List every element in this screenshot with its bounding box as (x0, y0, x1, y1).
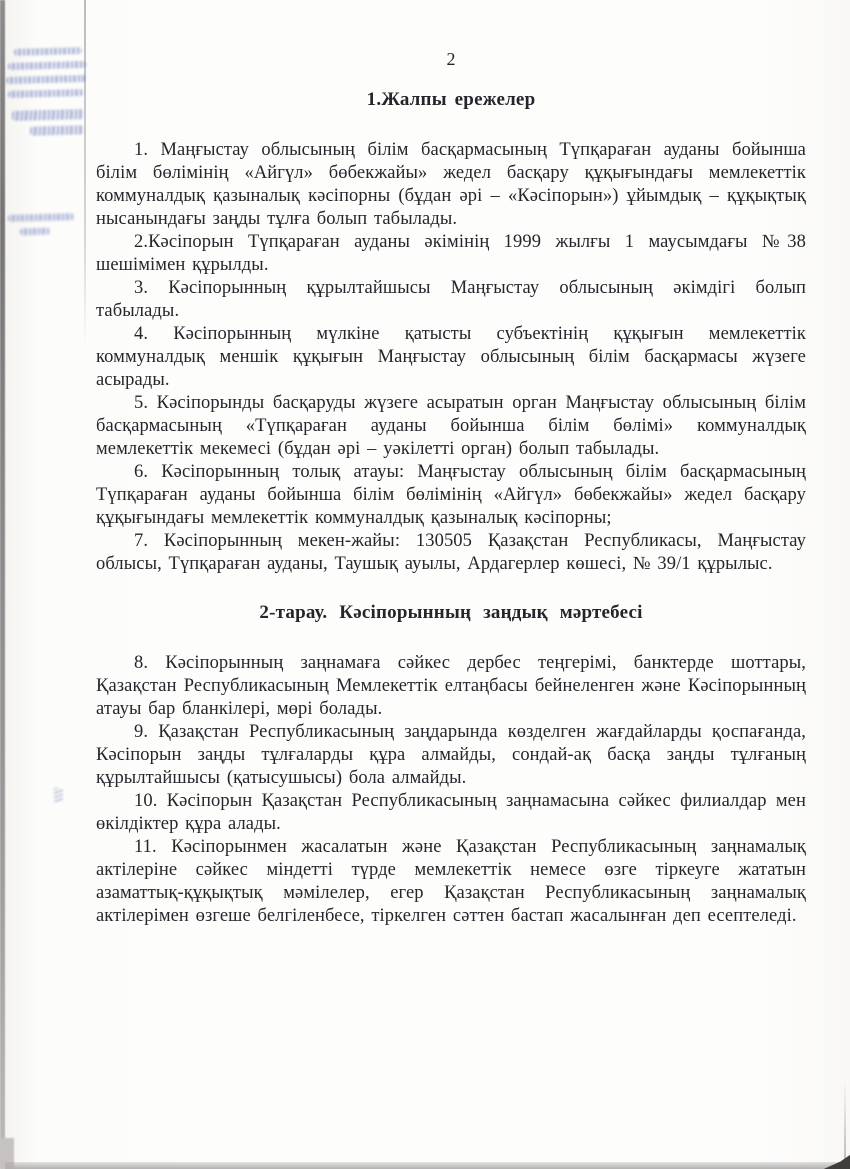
clause-1: 1. Маңғыстау облысының білім басқармасының Түпқараған ауданы бойынша білім бөлімінің «Айгүл» бөбекжайы» жедел басқару құқығындағы мемлекеттік коммуналдық қазыналық кәсіпорны (бұдан әрі – «Кәсіпорын») ұйымдық – құқықтық нысанындағы заңды тұлға болып табылады. (96, 140, 806, 229)
ink-mark-artifact (54, 788, 63, 802)
scan-edge-right-line (844, 1080, 846, 1169)
handwriting-bleedthrough (4, 42, 90, 192)
clause-9: 9. Қазақстан Республикасының заңдарында көзделген жағдайларды қоспағанда, Кәсіпорын заңды тұлғаларды құра алмайды, сондай-ақ басқа заңды тұлғаның құрылтайшысы (қатысушысы) бола алмайды. (96, 722, 806, 788)
section-1-heading: 1.Жалпы ережелер (366, 89, 536, 110)
clause-2: 2.Кәсіпорын Түпқараған ауданы әкімінің 1999 жылғы 1 маусымдағы №38 шешімімен құрылды. (96, 232, 806, 275)
page-number: 2 (446, 49, 456, 69)
scan-edge-bottom (5, 1162, 850, 1169)
clause-6: 6. Кәсіпорынның толық атауы: Маңғыстау облысының білім басқармасының Түпқараған ауданы бойынша білім бөлімінің «Айгүл» бөбекжайы» жедел басқару құқығындағы мемлекеттік коммуналдық қазыналық кәсіпорны; (96, 462, 806, 528)
clause-3: 3. Кәсіпорынның құрылтайшысы Маңғыстау облысының әкімдігі болып табылады. (96, 278, 806, 321)
clause-7: 7. Кәсіпорынның мекен-жайы: 130505 Қазақстан Республикасы, Маңғыстау облысы, Түпқараған ауданы, Таушық ауылы, Ардагерлер көшесі, № 39/1 құрылыс. (96, 531, 806, 574)
clause-4: 4. Кәсіпорынның мүлкіне қатысты субъектінің құқығын мемлекеттік коммуналдық меншік құқығын Маңғыстау облысының білім басқармасы жүзеге асырады. (96, 324, 806, 390)
clause-10: 10. Кәсіпорын Қазақстан Республикасының заңнамасына сәйкес филиалдар мен өкілдіктер құра алады. (96, 791, 806, 834)
section-2-paragraphs (96, 652, 806, 928)
section-2-heading: 2-тарау. Кәсіпорынның заңдық мәртебесі (259, 602, 643, 623)
handwriting-bleedthrough-extra (4, 212, 90, 252)
clause-11: 11. Кәсіпорынмен жасалатын және Қазақстан Республикасының заңнамалық актілеріне сәйкес міндетті түрде мемлекеттік немесе өзге тіркеуге жататын азаматтық-құқықтық мәмілелер, егер Қазақстан Республикасының заңнамалық актілерімен өзгеше белгіленбесе, тіркелген сәттен бастап жасалынған деп есептеледі. (96, 837, 806, 926)
document-content (96, 0, 806, 928)
section-1-paragraphs (96, 139, 806, 576)
clause-5: 5. Кәсіпорынды басқаруды жүзеге асыратын орган Маңғыстау облысының білім басқармасының «Түпқараған ауданы бойынша білім бөлімі» коммуналдық мемлекеттік мекемесі (бұдан әрі – уәкілетті орган) болып табылады. (96, 393, 806, 459)
clause-8: 8. Кәсіпорынның заңнамаға сәйкес дербес теңгерімі, банктерде шоттары, Қазақстан Республикасының Мемлекеттік елтаңбасы бейнеленген және Кәсіпорынның атауы бар бланкілері, мөрі болады. (96, 653, 806, 719)
